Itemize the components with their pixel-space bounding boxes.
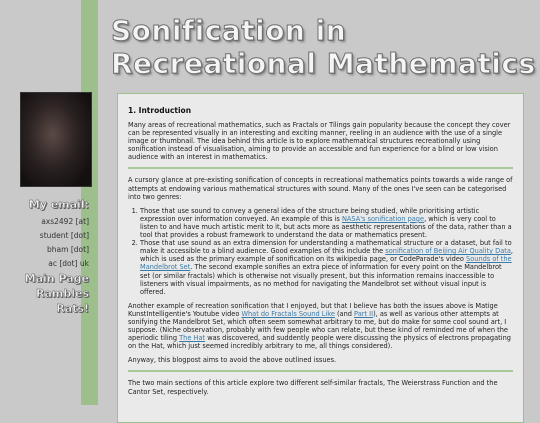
part-two-link[interactable]: Part II [354, 309, 374, 318]
sidebar [0, 198, 89, 316]
page-title: Sonification in Recreational Mathematics [111, 14, 536, 80]
section-heading: 1. Introduction [128, 106, 192, 115]
paragraph: Anyway, this blogpost aims to avoid the above outlined issues. [128, 356, 337, 365]
beijing-air-link[interactable]: sonification of Beijing Air Quality Data [385, 247, 511, 256]
intro-paragraph: Many areas of recreational mathematics, such as Fractals or Tilings gain popularity because the concept they cover can be represented visually in an interesting and exciting manner, reeling in an audience with the use of a single image or thumbnail. The idea behind this article is to explore mathematical structures recreationally using sonification instead of visualisation, aiming to provide an accessible and fun experience for a blind or low vision audience with an interest in mathematics. [128, 121, 511, 162]
email-heading: My email: [28, 198, 89, 211]
paragraph: Another example of recreation sonification that I enjoyed, but that I believe has both the issues above is Matige KunstIntelligentie's Youtube video What do Fractals Sound Like (and Part II), as well as various other attempts at sonifying the Mandelbrot Set, which often seem somewhat arbitrary to me, but do make for some cool sound art, I suppose. (Niche observation, probably with few people who can relate, but these kind of reminded me of when the aperiodic tiling The Hat was discovered, and suddently people were discussing the physics of electrons propagating on the Hat, which just seemed incredibly arbitrary to me, all things considered). [128, 301, 511, 351]
list-item: 2. Those that use sound as an extra dimension for understanding a mathematical structure or a dataset, but fail to make it accessible to a blind audience. Good examples of this include the sonification of Beijing Air Quality Data, which is used as the primary example of sonification on its wikipedia page, or CodeParade's video Sounds of the Mandelbrot Set. The second example sonifies an extra piece of information for every point on the Mandelbrot set (or similar fractals) which is otherwise not visually present, but this information remains inaccessible to listeners with visual impairments, as no method for navigating the Mandelbrot set without visual input is offered. [140, 239, 513, 296]
blog-post [117, 93, 524, 423]
divider [128, 167, 513, 169]
nav-link-main-page[interactable]: Main Page [24, 272, 89, 285]
paragraph: The two main sections of this article explore two different self-similar fractals, The Weierstrass Function and the Cantor Set, respectively. [128, 379, 498, 396]
avatar [20, 92, 92, 187]
post-body [128, 106, 513, 402]
nav-link-rambles[interactable]: Rambles [35, 287, 89, 300]
list-item: 1. Those that use sound to convey a general idea of the structure being studied, while prioritising artistic expression over information conveyed. An example of this is NASA's sonification page, which is very cool to listen to and have much artistic merit to it, but acts more as aesthetic representations of the data, rather than a tool that provides a robust framework to understand the data or mathematics present. [140, 207, 513, 239]
email-line: axs2492 [at] [41, 217, 89, 226]
paragraph: A cursory glance at pre-existing sonification of concepts in recreational mathematics points towards a wide range of attempts at endowing various mathematical structures with sound. Many of the ones I've seen can be categorised into two genres: [128, 176, 513, 201]
email-line: bham [dot] [47, 245, 89, 254]
nasa-link[interactable]: NASA's sonification page [341, 214, 425, 223]
the-hat-link[interactable]: The Hat [179, 334, 206, 343]
fractals-sound-link[interactable]: What do Fractals Sound Like [241, 309, 335, 318]
email-line: ac [dot] uk [48, 259, 89, 268]
genre-list [128, 207, 513, 296]
mandelbrot-sounds-link[interactable]: Sounds of the Mandelbrot Set [140, 255, 512, 272]
email-line: student [dot] [39, 231, 89, 240]
divider [128, 370, 513, 372]
nav-link-rats[interactable]: Rats! [56, 302, 89, 315]
